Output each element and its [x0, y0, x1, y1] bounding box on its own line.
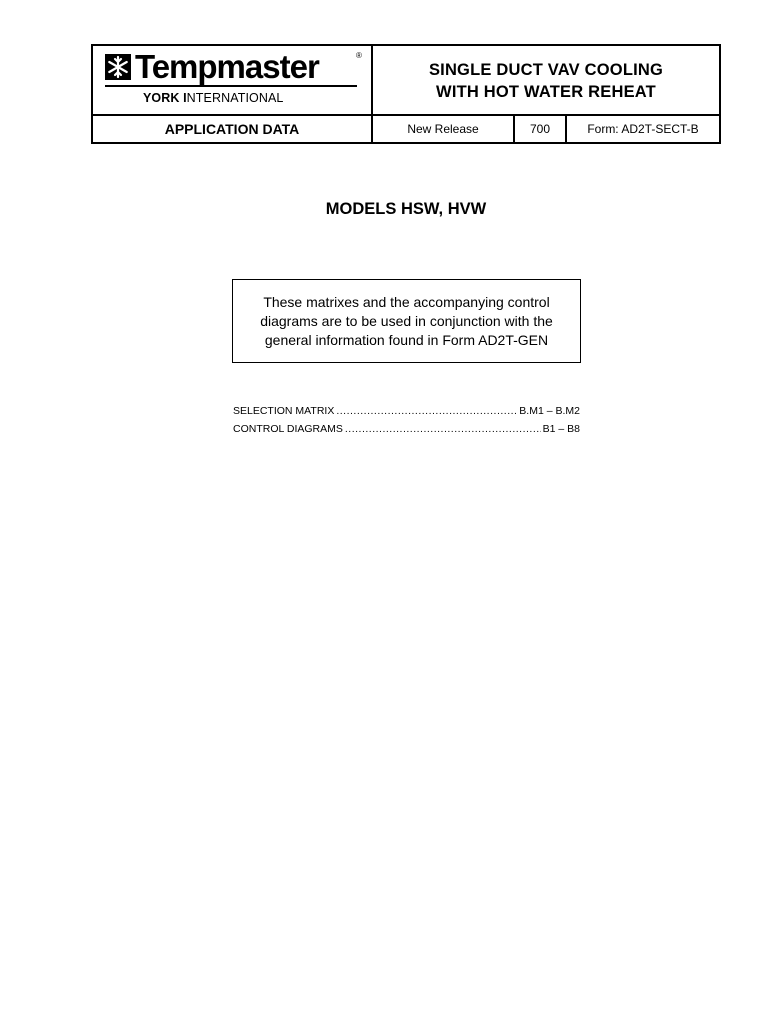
section-label: APPLICATION DATA — [93, 116, 373, 142]
release-status: New Release — [373, 116, 515, 142]
toc-pages: B1 – B8 — [542, 423, 580, 435]
toc-row — [233, 420, 580, 438]
models-heading: MODELS HSW, HVW — [325, 200, 487, 218]
notice-box — [232, 279, 581, 363]
header-info-row — [93, 116, 719, 142]
toc-row — [233, 402, 580, 420]
toc-leader — [336, 402, 517, 420]
brand-subtitle-york: YORK I — [143, 91, 187, 105]
toc-pages: B.M1 – B.M2 — [519, 405, 580, 417]
brand-underline — [105, 85, 357, 87]
logo-block — [93, 46, 373, 116]
title-line-1: SINGLE DUCT VAV COOLING — [428, 61, 664, 79]
toc-label: CONTROL DIAGRAMS — [233, 423, 343, 435]
brand-name: Tempmaster — [135, 48, 319, 85]
title-line-2: WITH HOT WATER REHEAT — [436, 83, 656, 101]
header-top-row — [93, 46, 719, 116]
table-of-contents — [233, 402, 580, 438]
registered-mark: ® — [356, 51, 362, 60]
brand-subtitle — [143, 91, 283, 105]
brand-subtitle-rest: NTERNATIONAL — [186, 91, 284, 105]
document-title — [373, 46, 719, 116]
document-header — [91, 44, 721, 144]
notice-text: These matrixes and the accompanying control diagrams are to be used in conjunction with the general information found in Form AD2T-GEN — [260, 293, 553, 348]
toc-leader — [345, 420, 541, 438]
form-number: Form: AD2T-SECT-B — [587, 122, 699, 136]
snowflake-icon — [105, 54, 131, 80]
toc-label: SELECTION MATRIX — [233, 405, 335, 417]
document-number: 700 — [515, 116, 567, 142]
